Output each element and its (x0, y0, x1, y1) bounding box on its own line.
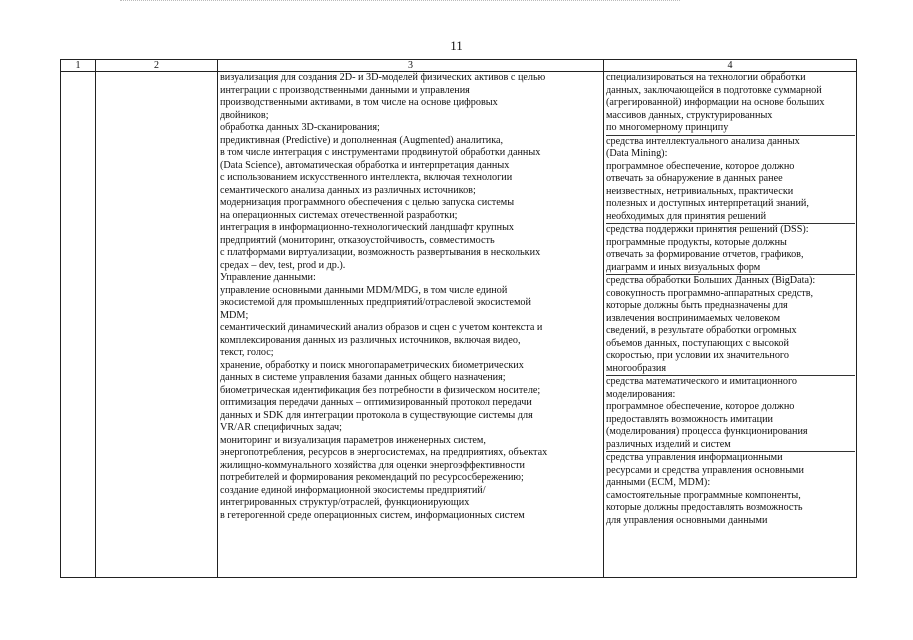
text-line: интеграции с производственными данными и управления (220, 84, 470, 96)
definition-block (606, 136, 855, 225)
text-line: комплексирования данных из различных источников, включая видео, (220, 334, 521, 346)
text-line: полезных и доступных интерпретаций знаний, (606, 198, 809, 209)
header-col-1: 1 (61, 60, 96, 72)
text-line: моделирования: (606, 388, 676, 400)
definition-block (606, 376, 855, 452)
text-line: предиктивная (Predictive) и дополненная (Augmented) аналитика, (220, 134, 504, 146)
text-line: визуализация для создания 2D- и 3D-моделей физических активов с целью (220, 72, 546, 83)
text-line: семантический динамический анализ образов и сцен с учетом контекста и (220, 322, 543, 333)
text-line: по многомерному принципу (606, 122, 729, 133)
text-line: диаграмм и иных визуальных форм (606, 261, 761, 273)
definition-block (606, 275, 855, 376)
text-line: текст, голос; (220, 347, 274, 358)
text-line: семантического анализа данных из различных источников; (220, 184, 476, 196)
text-line: многообразия (606, 362, 667, 374)
text-line: отвечать за формирование отчетов, графиков, (606, 249, 804, 260)
cell-col-2 (96, 72, 218, 578)
text-line: средства математического и имитационного (606, 376, 798, 387)
requirements-table (60, 59, 857, 578)
text-line: программные продукты, которые должны (606, 236, 787, 248)
text-line: модернизация программного обеспечения с целью запуска системы (220, 197, 515, 208)
text-line: ресурсами и средства управления основными (606, 464, 804, 476)
text-line: данных в системе управления базами данных общего назначения; (220, 372, 506, 383)
text-line: средства поддержки принятия решений (DSS): (606, 224, 809, 235)
definition-block (606, 224, 855, 275)
table-row (61, 72, 857, 578)
text-line: интегрированных структур/отраслей, функционирующих (220, 497, 470, 508)
text-line: жилищно-коммунального хозяйства для оценки энергоэффективности (220, 459, 525, 471)
text-line: данными (ECM, MDM): (606, 477, 711, 488)
text-line: Управление данными: (220, 272, 316, 283)
text-line: данных, заключающейся в подготовке суммарной (606, 84, 822, 96)
cell-col-3-text (218, 72, 604, 578)
text-line: специализироваться на технологии обработки (606, 72, 806, 83)
text-line: предприятий (мониторинг, отказоустойчивость, совместимость (220, 234, 495, 246)
text-line: (агрегированной) информации на основе больших (606, 97, 825, 108)
text-line: программное обеспечение, которое должно (606, 401, 795, 412)
text-line: отвечать за обнаружение в данных ранее (606, 173, 783, 184)
text-line: сведений, в результате обработки огромных (606, 325, 797, 336)
text-line: с использованием искусственного интеллекта, включая технологии (220, 172, 513, 183)
text-line: оптимизация передачи данных – оптимизированный протокол передачи (220, 397, 532, 408)
text-line: различных изделий и систем (606, 438, 731, 450)
text-line: необходимых для принятия решений (606, 210, 767, 222)
page-number: 11 (450, 38, 463, 53)
text-line: извлечения воспринимаемых человеком (606, 312, 781, 324)
text-line: средах – dev, test, prod и др.). (220, 259, 346, 271)
text-line: хранение, обработку и поиск многопараметрических биометрических (220, 359, 524, 371)
text-line: которые должны быть предназначены для (606, 300, 788, 311)
text-line: мониторинг и визуализация параметров инженерных систем, (220, 434, 486, 446)
text-line: совокупность программно-аппаратных средств, (606, 287, 814, 299)
text-line: (Data Mining): (606, 148, 668, 159)
text-line: в том числе интеграция с инструментами продвинутой обработки данных (220, 147, 541, 158)
text-line: с платформами виртуализации, возможность развертывания в нескольких (220, 247, 541, 258)
text-line: в гетерогенной среде операционных систем, информационных систем (220, 509, 525, 521)
header-col-3: 3 (218, 60, 604, 72)
definition-block (606, 452, 855, 527)
text-line: средства интеллектуального анализа данных (606, 135, 800, 147)
table-header-row (61, 60, 857, 72)
text-line: биометрическая идентификация без потребности в физическом носителе; (220, 384, 541, 396)
text-line: для управления основными данными (606, 514, 768, 526)
text-line: обработка данных 3D-сканирования; (220, 122, 380, 133)
text-line: самостоятельные программные компоненты, (606, 489, 801, 501)
text-line: объемов данных, поступающих с высокой (606, 337, 789, 349)
header-col-4: 4 (604, 60, 857, 72)
header-col-2: 2 (96, 60, 218, 72)
text-line: энергопотребления, ресурсов в энергосистемах, на предприятиях, объектах (220, 447, 548, 458)
cell-col-4-text (604, 72, 857, 578)
text-line: на операционных системах отечественной разработки; (220, 209, 458, 221)
scan-edge-mark (120, 0, 680, 1)
text-line: MDM; (220, 309, 249, 321)
text-line: создание единой информационной экосистемы предприятий/ (220, 484, 486, 496)
text-line: (Data Science), автоматическая обработка и интерпретация данных (220, 159, 510, 171)
text-line: данных и SDK для интеграции протокола в существующие системы для (220, 409, 533, 421)
text-line: скоростью, при условии их значительного (606, 350, 789, 361)
text-line: (моделирования) процесса функционирования (606, 426, 808, 437)
text-line: неизвестных, нетривиальных, практически (606, 185, 794, 197)
text-line: средства управления информационными (606, 452, 783, 463)
text-line: экосистемой для промышленных предприятий/отраслевой экосистемой (220, 297, 531, 308)
text-line: VR/AR специфичных задач; (220, 422, 342, 433)
text-line: программное обеспечение, которое должно (606, 160, 795, 172)
text-line: управление основными данными MDM/MDG, в том числе единой (220, 284, 508, 296)
text-line: интеграция в информационно-технологический ландшафт крупных (220, 222, 515, 233)
text-line: которые должны предоставлять возможность (606, 502, 803, 513)
text-line: производственными активами, в том числе на основе цифровых (220, 97, 498, 108)
text-line: предоставлять возможность имитации (606, 413, 773, 425)
text-line: средства обработки Больших Данных (BigData): (606, 275, 816, 286)
text-line: потребителей и формирования рекомендаций по ресурсосбережению; (220, 472, 524, 483)
text-line: двойников; (220, 109, 269, 121)
cell-col-1 (61, 72, 96, 578)
text-line: массивов данных, структурированных (606, 109, 773, 121)
definition-block (606, 72, 855, 136)
